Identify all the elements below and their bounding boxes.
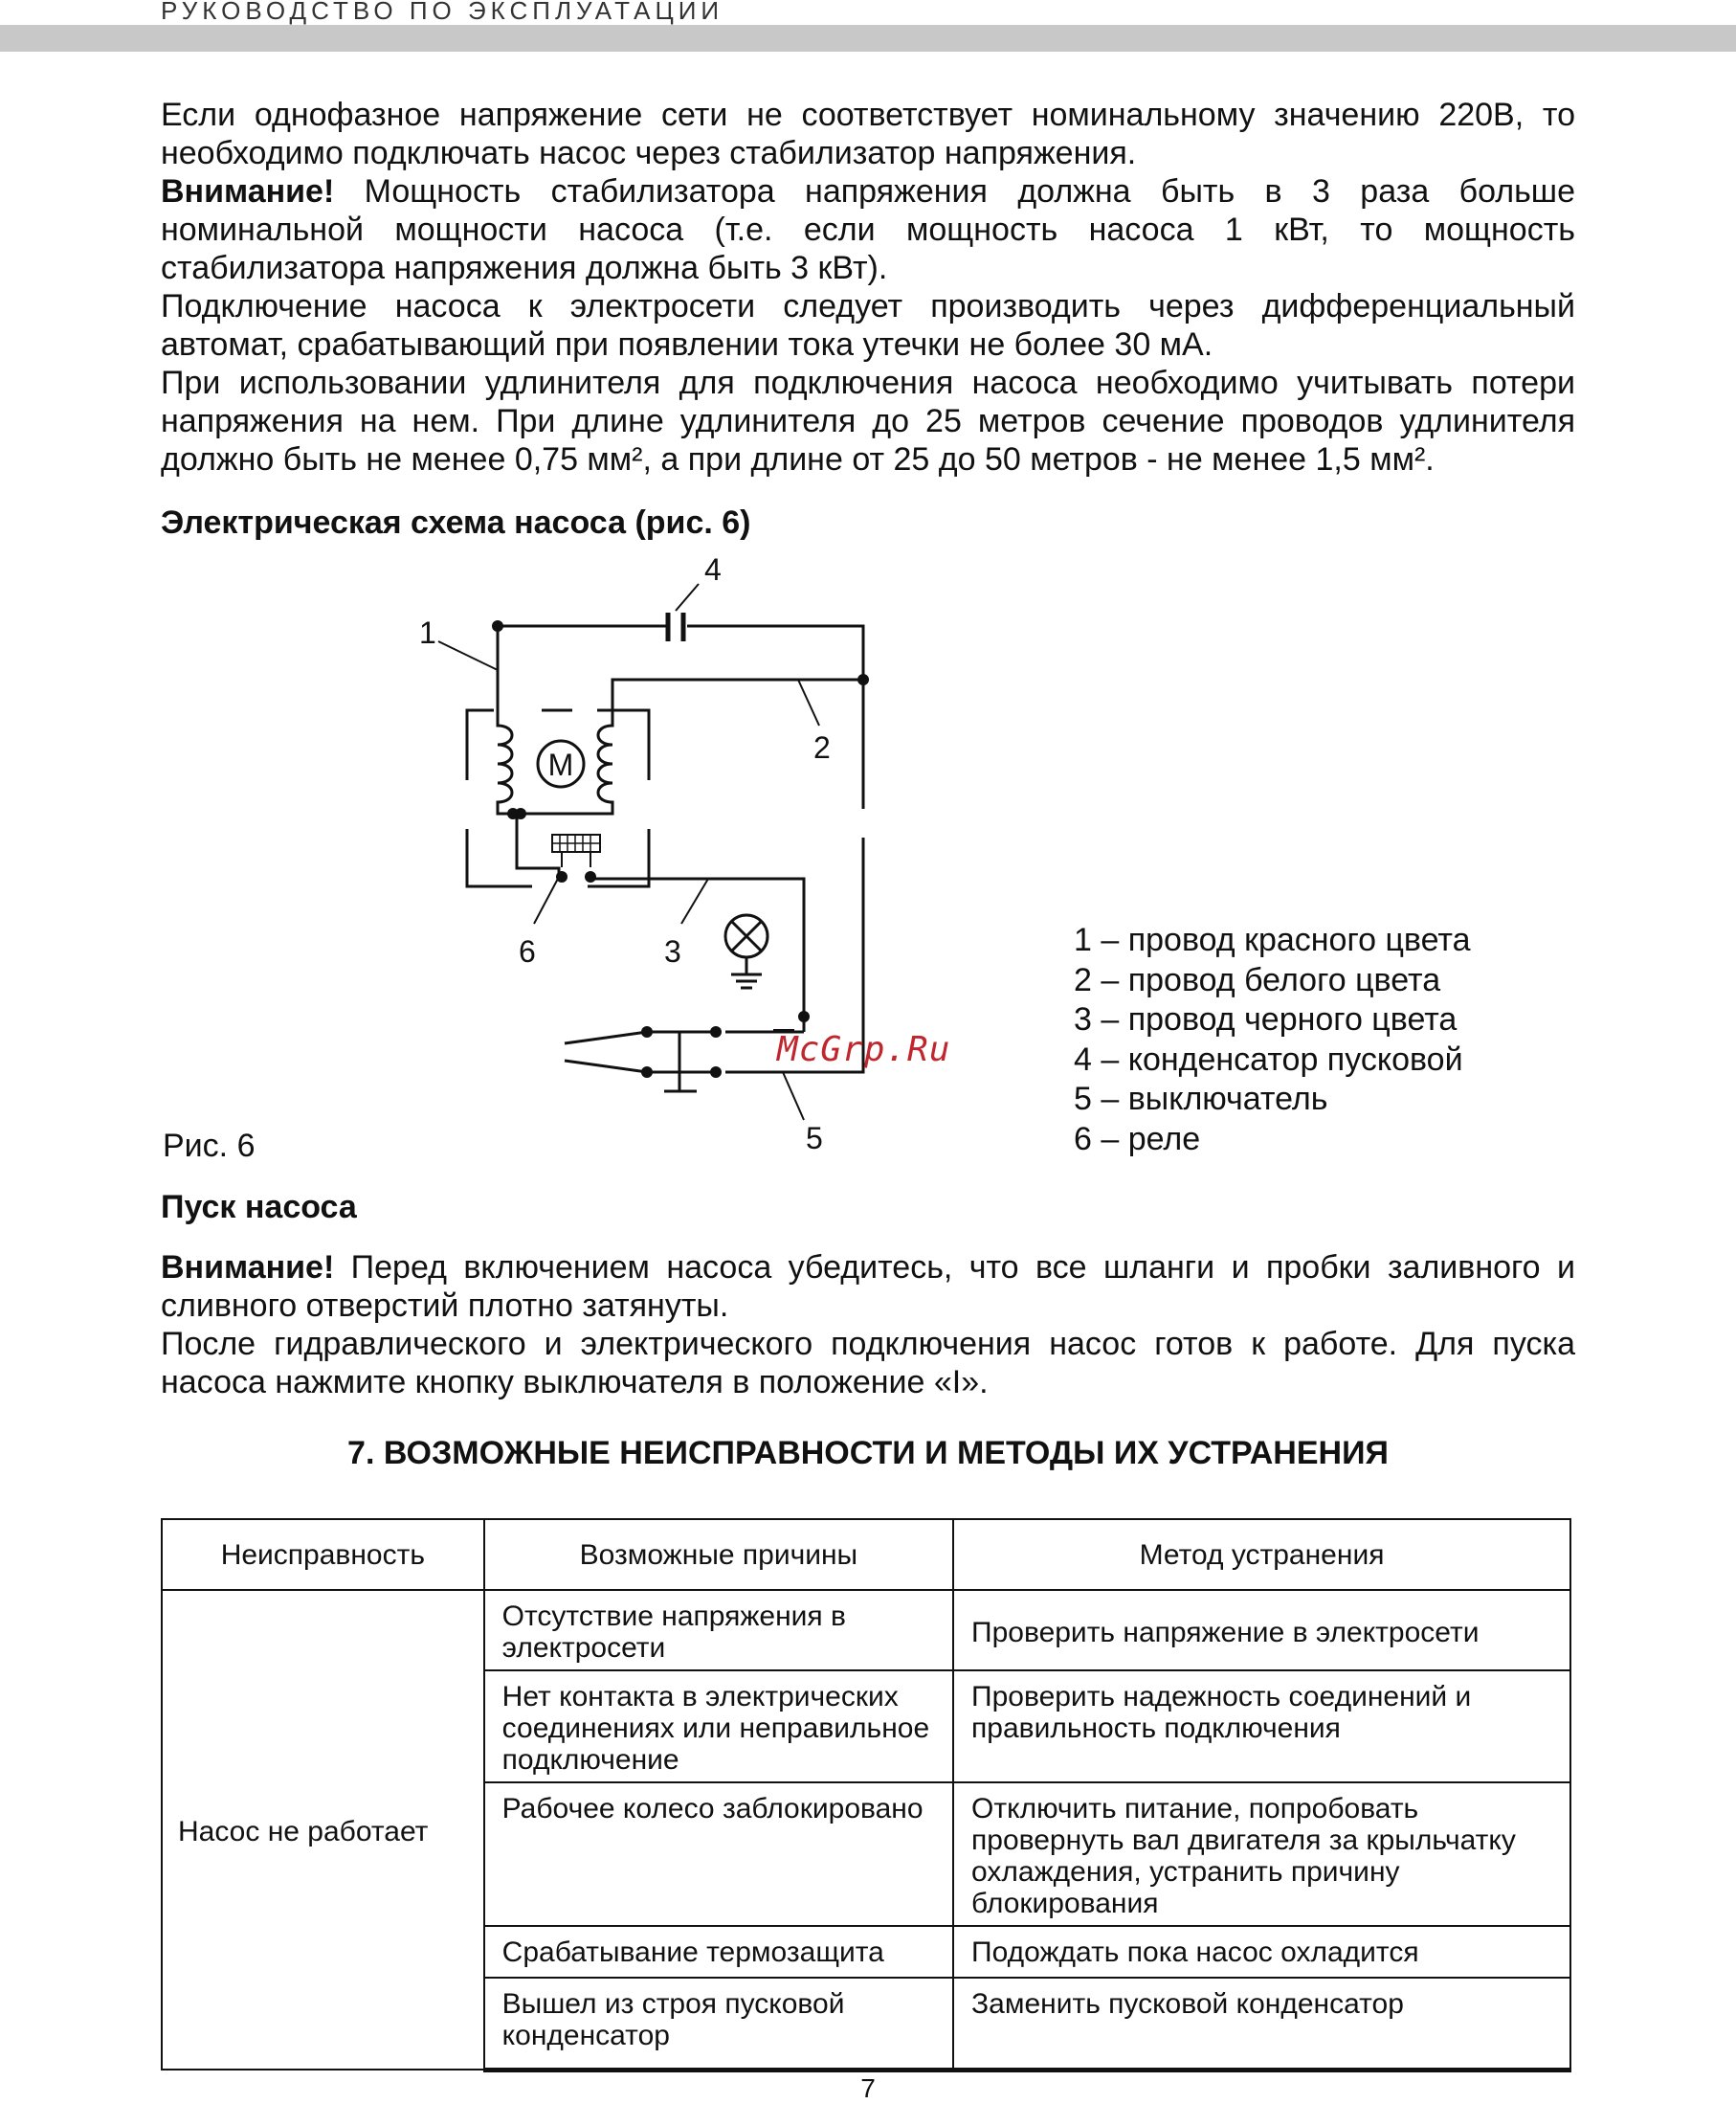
callout-leader-2 xyxy=(798,680,819,726)
intro-paragraph-2-text: Мощность стабилизатора напряжения должна быть в 3 раза больше номинальной мощности насоса (т.е. если мощность насоса 1 кВт, то мощность стабилизатора напряжения должна быть 3 кВт). xyxy=(161,173,1575,286)
scheme-heading: Электрическая схема насоса (рис. 6) xyxy=(161,504,751,541)
motor-label: M xyxy=(547,748,574,782)
table-row xyxy=(162,1590,1570,1670)
winding-left xyxy=(498,710,513,814)
legend-item: 5 – выключатель xyxy=(1074,1081,1328,1118)
column-header: Возможные причины xyxy=(484,1519,953,1590)
remedy-cell: Отключить питание, попробовать провернуть вал двигателя за крыльчатку охлаждения, устранить причину блокирования xyxy=(953,1782,1570,1926)
start-paragraph-1-text: Перед включением насоса убедитесь, что все шланги и пробки заливного и сливного отверстий плотно затянуты. xyxy=(161,1249,1575,1324)
column-header: Неисправность xyxy=(162,1519,484,1590)
indicator-lamp-cross xyxy=(731,921,762,951)
callout-leader-5 xyxy=(783,1072,804,1120)
wire-top xyxy=(498,626,863,680)
callout-2: 2 xyxy=(813,730,831,765)
running-header: РУКОВОДСТВО ПО ЭКСПЛУАТАЦИИ xyxy=(161,0,724,25)
junction-dot xyxy=(710,1066,722,1078)
legend-item: 3 – провод черного цвета xyxy=(1074,1001,1458,1039)
junction-dot xyxy=(798,1011,810,1022)
scheme-legend xyxy=(1074,921,1471,1160)
attention-label: Внимание! xyxy=(161,1249,335,1286)
cause-cell: Рабочее колесо заблокировано xyxy=(484,1782,953,1926)
legend-item: 6 – реле xyxy=(1074,1120,1201,1157)
relay-coil-hatch xyxy=(552,835,600,852)
legend-item: 1 – провод красного цвета xyxy=(1074,922,1471,958)
table-header-row xyxy=(162,1519,1570,1590)
junction-dot xyxy=(515,808,526,819)
junction-dot xyxy=(641,1066,653,1078)
cause-cell: Вышел из строя пусковой конденсатор xyxy=(484,1978,953,2070)
start-paragraph-2: После гидравлического и электрического подключения насос готов к работе. Для пуска насоса нажмите кнопку выключателя в положение «I». xyxy=(161,1326,1575,1400)
fault-cell: Насос не работает xyxy=(162,1590,484,2070)
intro-paragraph-3: Подключение насоса к электросети следует производить через дифференциальный автомат, срабатывающий при появлении тока утечки не более 30 мА. xyxy=(161,288,1575,363)
intro-paragraph-1: Если однофазное напряжение сети не соответствует номинальному значению 220В, то необходимо подключать насос через стабилизатор напряжения. xyxy=(161,97,1575,171)
junction-dot xyxy=(641,1026,653,1038)
start-text xyxy=(161,1248,1575,1401)
junction-dot xyxy=(857,674,869,685)
wire-white xyxy=(612,680,863,710)
relay-contact xyxy=(562,852,590,867)
junction-dot xyxy=(710,1026,722,1038)
column-header: Метод устранения xyxy=(953,1519,1570,1590)
junction-dot xyxy=(492,620,503,632)
legend-item: 2 – провод белого цвета xyxy=(1074,961,1441,998)
junction-dot xyxy=(556,871,568,883)
callout-leader-3 xyxy=(681,879,708,924)
callout-leader-6 xyxy=(534,877,559,924)
callout-leader-4 xyxy=(676,584,699,611)
start-paragraph-1 xyxy=(161,1248,1575,1325)
cause-cell: Отсутствие напряжения в электросети xyxy=(484,1590,953,1670)
callout-3: 3 xyxy=(664,934,681,969)
callout-1: 1 xyxy=(419,616,436,650)
faults-table xyxy=(161,1518,1571,2072)
remedy-cell: Подождать пока насос охладится xyxy=(953,1926,1570,1978)
attention-label: Внимание! xyxy=(161,173,335,210)
junction-dot xyxy=(585,871,596,883)
remedy-cell: Заменить пусковой конденсатор xyxy=(953,1978,1570,2070)
cause-cell: Нет контакта в электрических соединениях или неправильное подключение xyxy=(484,1670,953,1782)
remedy-cell: Проверить напряжение в электросети xyxy=(953,1590,1570,1670)
callout-4: 4 xyxy=(704,552,722,587)
figure-caption: Рис. 6 xyxy=(163,1128,256,1164)
callout-6: 6 xyxy=(519,934,536,969)
cause-cell: Срабатывание термозащита xyxy=(484,1926,953,1978)
remedy-cell: Проверить надежность соединений и правильность подключения xyxy=(953,1670,1570,1782)
page-number: 7 xyxy=(860,2073,876,2103)
watermark: McGrp.Ru xyxy=(777,1030,951,1069)
intro-paragraph-4: При использовании удлинителя для подключения насоса необходимо учитывать потери напряжения на нем. При длине удлинителя до 25 метров сечение проводов удлинителя должно быть не менее 0,75 мм², а при длине от 25 до 50 метров - не менее 1,5 мм². xyxy=(161,365,1575,478)
ground-symbol xyxy=(731,957,762,988)
start-heading: Пуск насоса xyxy=(161,1189,357,1225)
callout-leader-1 xyxy=(438,641,498,670)
motor-housing xyxy=(467,710,649,886)
legend-item: 4 – конденсатор пусковой xyxy=(1074,1041,1463,1078)
section-title: 7. ВОЗМОЖНЫЕ НЕИСПРАВНОСТИ И МЕТОДЫ ИХ УСТРАНЕНИЯ xyxy=(347,1435,1389,1471)
callout-5: 5 xyxy=(806,1121,823,1155)
